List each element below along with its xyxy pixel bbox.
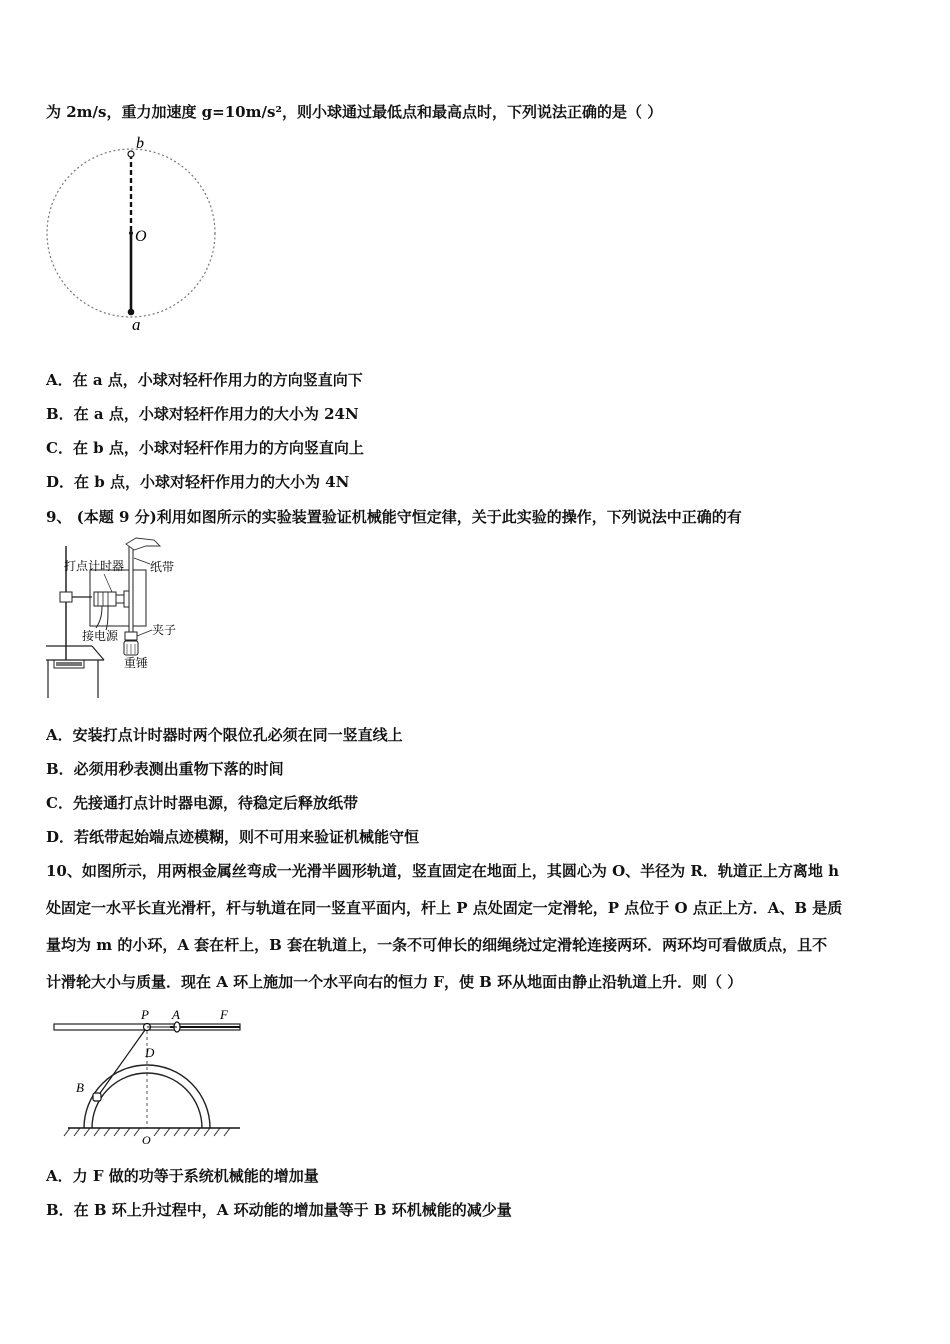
- q9-option-c: C．先接通打点计时器电源，待稳定后释放纸带: [46, 794, 358, 812]
- table-edge: [92, 646, 104, 660]
- center-point: [129, 231, 133, 235]
- label-tape: 纸带: [150, 560, 175, 574]
- label-o: O: [135, 228, 147, 245]
- label-o: O: [142, 1133, 151, 1144]
- label-f: F: [220, 1007, 228, 1022]
- ring-b: [93, 1093, 101, 1101]
- clip: [125, 632, 137, 640]
- q10-figure: [48, 1004, 248, 1144]
- stand-clamp: [60, 592, 72, 602]
- q10-stem-line-1: 10、如图所示，用两根金属丝弯成一光滑半圆形轨道，竖直固定在地面上，其圆心为 O、半径为 R．轨道正上方离地 h: [46, 862, 839, 880]
- q8-figure: [40, 132, 230, 337]
- hand: [126, 538, 160, 550]
- label-timer: 打点计时器: [64, 559, 125, 573]
- label-b: b: [136, 135, 144, 152]
- q8-option-d: D．在 b 点，小球对轻杆作用力的大小为 4N: [46, 473, 350, 491]
- stand-base-hatch: [56, 662, 82, 666]
- label-clip: 夹子: [152, 623, 177, 637]
- q9-option-d: D．若纸带起始端点迹模糊，则不可用来验证机械能守恒: [46, 828, 420, 846]
- q10-stem-line-2: 处固定一水平长直光滑杆，杆与轨道在同一竖直平面内，杆上 P 点处固定一定滑轮，P 点位于 O 点正上方．A、B 是质: [46, 899, 843, 917]
- q8-option-a: A．在 a 点，小球对轻杆作用力的方向竖直向下: [46, 371, 363, 389]
- label-power: 接电源: [82, 629, 119, 643]
- q9-figure: [42, 534, 192, 704]
- limit-hole: [124, 591, 129, 607]
- label-a: A: [172, 1007, 180, 1022]
- label-weight: 重锤: [124, 656, 149, 670]
- q10-option-b: B．在 B 环上升过程中，A 环动能的增加量等于 B 环机械能的减少量: [46, 1201, 512, 1219]
- q10-stem-line-4: 计滑轮大小与质量．现在 A 环上施加一个水平向右的恒力 F，使 B 环从地面由静止沿轨道上升．则（ ）: [46, 973, 743, 991]
- label-d: D: [145, 1045, 155, 1060]
- q8-option-b: B．在 a 点，小球对轻杆作用力的大小为 24N: [46, 405, 359, 423]
- q10-stem-line-3: 量均为 m 的小环，A 套在杆上，B 套在轨道上，一条不可伸长的细绳绕过定滑轮连接两环．两环均可看做质点，且不: [46, 936, 828, 954]
- paper-tape: [129, 546, 133, 634]
- q8-stem: 为 2m/s，重力加速度 g=10m/s²，则小球通过最低点和最高点时，下列说法正确的是（ ）: [46, 103, 663, 121]
- q8-option-c: C．在 b 点，小球对轻杆作用力的方向竖直向上: [46, 439, 364, 457]
- q9-stem: 9、 (本题 9 分)利用如图所示的实验装置验证机械能守恒定律，关于此实验的操作，下列说法中正确的有: [46, 508, 742, 526]
- timer-coil: [94, 592, 116, 606]
- q10-option-a: A．力 F 做的功等于系统机械能的增加量: [46, 1167, 319, 1185]
- rope-to-b: [98, 1030, 145, 1096]
- label-a: a: [132, 315, 141, 334]
- q9-option-a: A．安装打点计时器时两个限位孔必须在同一竖直线上: [46, 726, 403, 744]
- ball-b: [128, 151, 134, 157]
- label-p: P: [141, 1007, 149, 1022]
- q9-option-b: B．必须用秒表测出重物下落的时间: [46, 760, 284, 778]
- label-b: B: [76, 1080, 84, 1095]
